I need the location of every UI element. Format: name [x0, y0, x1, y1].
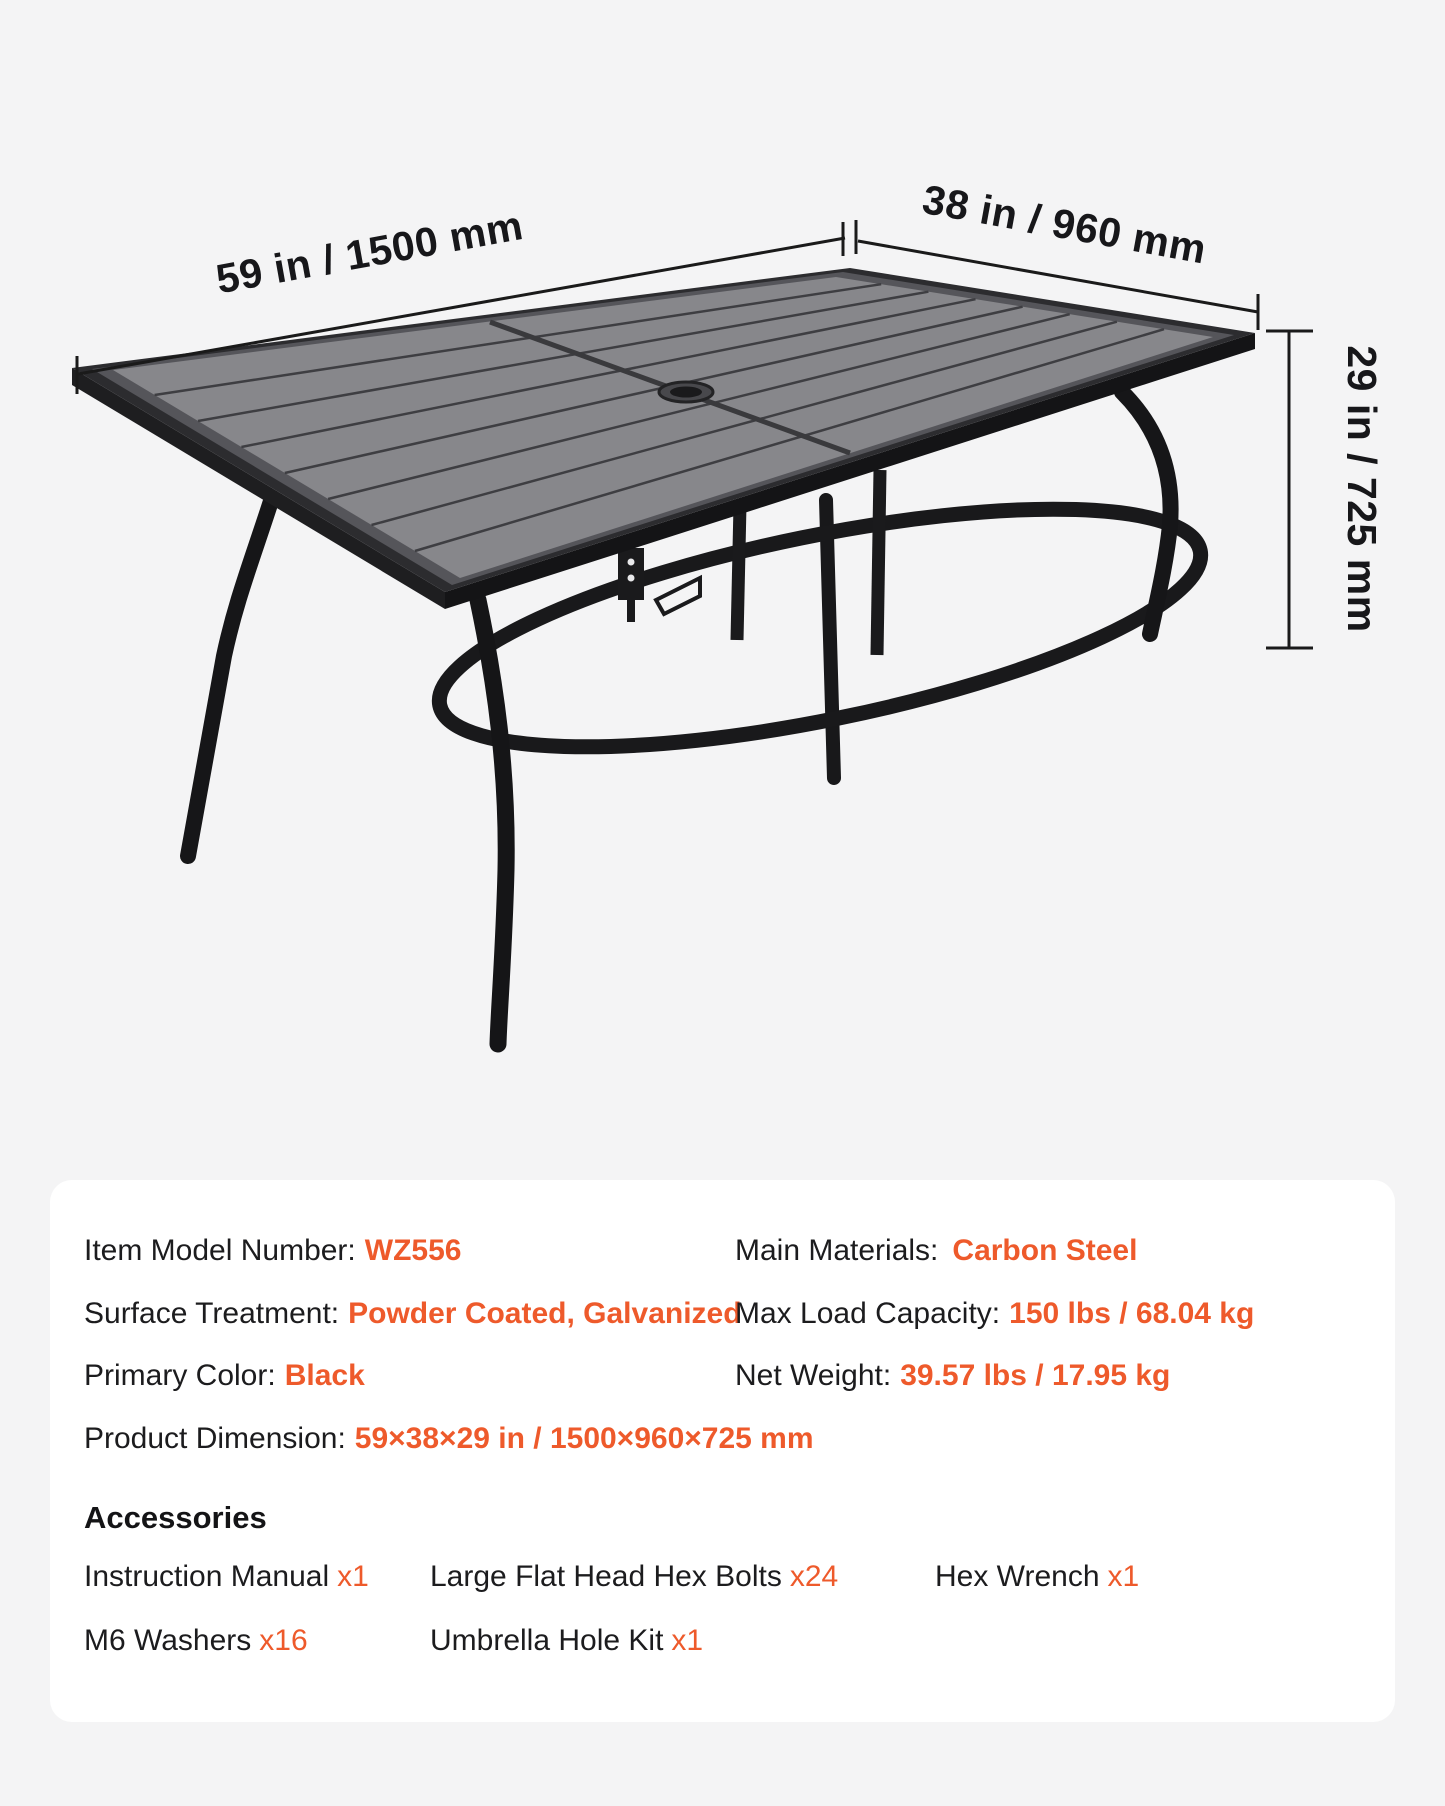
umbrella-bracket — [618, 548, 644, 600]
spec-label: Primary Color: — [84, 1359, 276, 1392]
spec-row — [735, 1297, 1254, 1331]
umbrella-hook — [656, 578, 700, 614]
spec-row — [84, 1297, 742, 1331]
spec-row-product-dimension — [84, 1422, 814, 1456]
spec-card — [50, 1180, 1395, 1722]
spec-label: Surface Treatment: — [84, 1297, 340, 1330]
table-center-post — [737, 505, 740, 640]
spec-value: 150 lbs / 68.04 kg — [1009, 1297, 1255, 1330]
accessories-title: Accessories — [84, 1500, 267, 1535]
accessory-item — [935, 1560, 1139, 1594]
spec-row — [735, 1359, 1170, 1393]
accessory-item — [430, 1560, 838, 1594]
accessory-name: Umbrella Hole Kit — [430, 1624, 664, 1657]
spec-row — [84, 1234, 461, 1268]
table-back-leg — [826, 500, 834, 778]
spec-value: Powder Coated, Galvanized — [348, 1297, 742, 1330]
bracket-screw — [628, 575, 635, 582]
depth-dimension-label: 38 in / 960 mm — [919, 175, 1210, 273]
spec-value: WZ556 — [364, 1234, 462, 1267]
accessory-item — [84, 1560, 369, 1594]
height-dimension-label: 29 in / 725 mm — [1339, 345, 1385, 633]
accessory-name: Instruction Manual — [84, 1560, 330, 1593]
bracket-screw — [628, 559, 635, 566]
spec-value: 39.57 lbs / 17.95 kg — [900, 1359, 1171, 1392]
spec-label: Product Dimension: — [84, 1422, 346, 1455]
accessory-name: Hex Wrench — [935, 1560, 1100, 1593]
umbrella-hole-center — [670, 387, 702, 398]
accessory-item — [430, 1624, 703, 1658]
accessory-qty: x1 — [1107, 1560, 1140, 1593]
accessory-item — [84, 1624, 308, 1658]
spec-row — [84, 1359, 365, 1393]
spec-label: Max Load Capacity: — [735, 1297, 1001, 1330]
spec-value: Carbon Steel — [952, 1234, 1138, 1267]
accessory-qty: x16 — [259, 1624, 308, 1657]
length-dimension-label: 59 in / 1500 mm — [212, 202, 527, 303]
table-front-leg — [478, 600, 506, 1044]
spec-value: 59×38×29 in / 1500×960×725 mm — [354, 1422, 814, 1455]
accessory-qty: x1 — [671, 1624, 704, 1657]
spec-label: Item Model Number: — [84, 1234, 356, 1267]
spec-label: Net Weight: — [735, 1359, 892, 1392]
accessory-qty: x1 — [337, 1560, 369, 1593]
table-center-post — [877, 470, 880, 655]
spec-label: Main Materials: — [735, 1234, 939, 1267]
spec-value: Black — [284, 1359, 365, 1392]
accessory-name: Large Flat Head Hex Bolts — [430, 1560, 782, 1593]
accessory-qty: x24 — [789, 1560, 839, 1593]
spec-row — [735, 1234, 1137, 1268]
table-left-leg — [188, 498, 272, 856]
accessory-name: M6 Washers — [84, 1624, 252, 1657]
